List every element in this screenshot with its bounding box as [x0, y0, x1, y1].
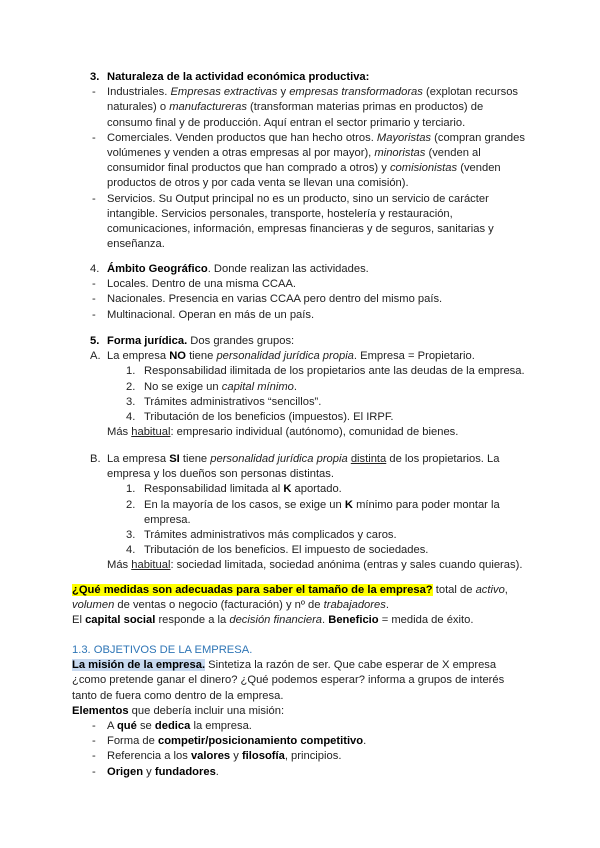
comerciales-line-4: productos de otros y por cada venta se llevan una comisión). — [107, 177, 409, 190]
group-b-marker: B. — [90, 453, 101, 465]
item-number: 1. — [126, 365, 136, 378]
bullet-dash: - — [92, 86, 96, 99]
group-b-text-2: empresa y los dueños son personas distintas. — [107, 468, 334, 481]
section-4 — [0, 262, 600, 323]
group-a-habitual: Más habitual: empresario individual (autónomo), comunidad de bienes. — [107, 426, 459, 439]
servicios-line-1: Servicios. Su Output principal no es un producto, sino un servicio de carácter — [107, 192, 489, 205]
item-number: 4. — [126, 544, 136, 557]
group-a-marker: A. — [90, 350, 101, 363]
section-3-title: Naturaleza de la actividad económica productiva: — [107, 71, 370, 83]
group-b-text: La empresa SI tiene personalidad jurídica propia distinta de los propietarios. La — [107, 453, 500, 465]
mission-line-3: tanto de fuera como dentro de la empresa. — [72, 689, 284, 702]
industriales-line-2: naturales) o manufactureras (transforman materias primas en productos) de — [107, 101, 484, 114]
group-b — [0, 452, 600, 574]
item-number: 3. — [126, 395, 136, 408]
servicios-line-3: comunicaciones, información, empresas financieras y de seguros, sanitarias y — [107, 222, 494, 235]
comerciales-line-3: consumidor final productos que han comprado a otros) y comisionistas (venden — [107, 162, 501, 175]
elements-intro: Elementos que debería incluir una misión: — [72, 704, 285, 717]
list-item: Trámites administrativos más complicados y caros. — [144, 528, 397, 541]
group-a-text: La empresa NO tiene personalidad jurídica propia. Empresa = Propietario. — [107, 350, 475, 363]
servicios-line-4: enseñanza. — [107, 238, 165, 251]
section-5-title: Forma jurídica. Dos grandes grupos: — [107, 335, 295, 347]
bullet-dash: - — [92, 765, 96, 778]
list-item: Locales. Dentro de una misma CCAA. — [107, 278, 297, 291]
section-4-title: Ámbito Geográfico. Donde realizan las actividades. — [107, 263, 369, 275]
list-item: Tributación de los beneficios. El impuesto de sociedades. — [144, 544, 429, 557]
bullet-dash: - — [92, 293, 96, 306]
list-item: Origen y fundadores. — [107, 765, 219, 778]
bullet-dash: - — [92, 719, 96, 732]
comerciales-line-1: Comerciales. Venden productos que han hecho otros. Mayoristas (compran grandes — [107, 131, 525, 144]
bullet-dash: - — [92, 750, 96, 763]
list-item: Responsabilidad limitada al K aportado. — [144, 483, 342, 496]
list-item: A qué se dedica la empresa. — [107, 719, 252, 732]
industriales-line-1: Industriales. Empresas extractivas y empresas transformadoras (explotan recursos — [107, 86, 519, 99]
bullet-dash: - — [92, 131, 96, 144]
list-item: Forma de competir/posicionamiento competitivo. — [107, 735, 367, 748]
capital-social-line: El capital social responde a la decisión financiera. Beneficio = medida de éxito. — [72, 614, 474, 627]
group-b-habitual: Más habitual: sociedad limitada, sociedad anónima (entras y sales cuando quieras). — [107, 559, 523, 572]
section-5-number: 5. — [90, 335, 100, 347]
section-1-3-heading: 1.3. OBJETIVOS DE LA EMPRESA. — [72, 644, 253, 656]
section-1-3 — [0, 643, 600, 780]
list-item: En la mayoría de los casos, se exige un K mínimo para poder montar la — [144, 498, 500, 511]
list-item: Trámites administrativos “sencillos”. — [144, 395, 322, 408]
item-number: 2. — [126, 380, 136, 393]
list-item: No se exige un capital mínimo. — [144, 380, 297, 393]
comerciales-line-2: volúmenes y venden a otras empresas al por mayor), minoristas (venden al — [107, 146, 481, 159]
section-3 — [0, 70, 600, 252]
bullet-dash: - — [92, 735, 96, 748]
item-number: 1. — [126, 483, 136, 496]
industriales-line-3: consumo final y de producción. Aquí entran el sector primario y terciario. — [107, 116, 466, 129]
list-item-continued: empresa. — [144, 513, 191, 526]
measures-question: ¿Qué medidas son adecuadas para saber el tamaño de la empresa? total de activo, — [72, 584, 508, 596]
section-3-number: 3. — [90, 71, 100, 83]
section-5 — [0, 334, 600, 440]
mission-line-2: ¿como pretende ganar el dinero? ¿Qué podemos esperar? informa a grupos de interés — [72, 674, 505, 687]
list-item: Responsabilidad ilimitada de los propietarios ante las deudas de la empresa. — [144, 365, 525, 378]
list-item: Tributación de los beneficios (impuestos). El IRPF. — [144, 410, 394, 423]
section-4-number: 4. — [90, 263, 100, 275]
item-number: 3. — [126, 528, 136, 541]
bullet-dash: - — [92, 308, 96, 321]
list-item: Nacionales. Presencia en varias CCAA pero dentro del mismo país. — [107, 293, 443, 306]
bullet-dash: - — [92, 278, 96, 291]
item-number: 2. — [126, 498, 136, 511]
list-item: Multinacional. Operan en más de un país. — [107, 308, 315, 321]
bullet-dash: - — [92, 192, 96, 205]
size-measures — [0, 583, 600, 629]
list-item: Referencia a los valores y filosofía, principios. — [107, 750, 342, 763]
mission-line-1: La misión de la empresa. Sintetiza la razón de ser. Que cabe esperar de X empresa — [72, 659, 497, 672]
measures-line-2: volumen de ventas o negocio (facturación) y nº de trabajadores. — [72, 599, 389, 612]
item-number: 4. — [126, 410, 136, 423]
servicios-line-2: intangible. Servicios personales, transporte, hostelería y restauración, — [107, 207, 453, 220]
